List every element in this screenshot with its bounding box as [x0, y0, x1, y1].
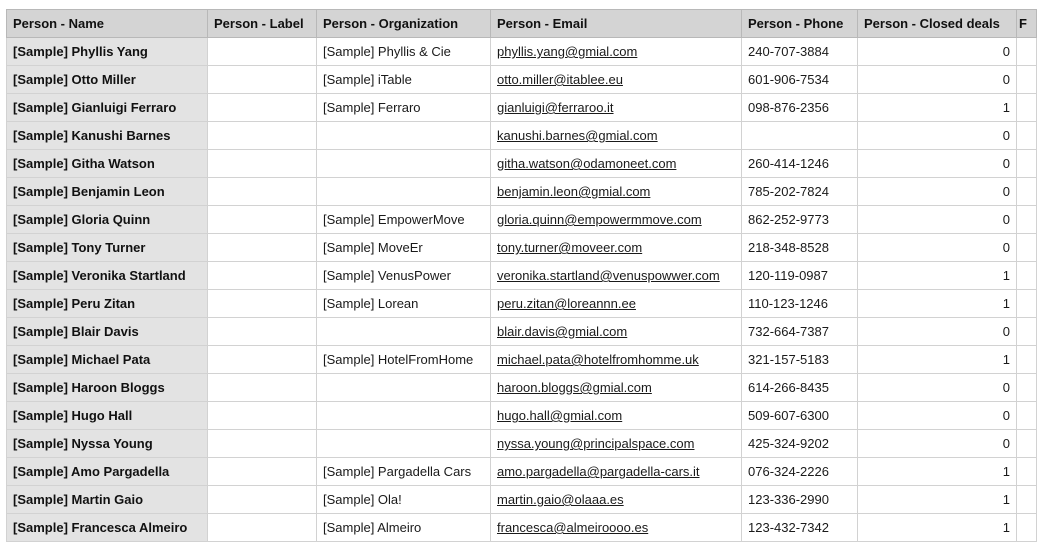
cell-person-label[interactable] [208, 430, 317, 458]
email-link[interactable]: amo.pargadella@pargadella-cars.it [497, 464, 700, 479]
cell-partial[interactable] [1017, 374, 1037, 402]
table-row [7, 374, 1037, 402]
cell-person-email[interactable] [491, 514, 742, 542]
table-row [7, 514, 1037, 542]
email-link[interactable]: tony.turner@moveer.com [497, 240, 643, 255]
table-row [7, 346, 1037, 374]
cell-person-organization[interactable] [317, 374, 491, 402]
cell-person-label[interactable] [208, 38, 317, 66]
cell-person-name[interactable]: [Sample] Githa Watson [7, 150, 208, 178]
cell-person-closed-deals[interactable]: 0 [858, 206, 1017, 234]
cell-person-name[interactable]: [Sample] Francesca Almeiro [7, 514, 208, 542]
cell-person-closed-deals[interactable]: 0 [858, 234, 1017, 262]
cell-person-organization[interactable]: [Sample] Ferraro [317, 94, 491, 122]
table-row [7, 318, 1037, 346]
cell-person-label[interactable] [208, 234, 317, 262]
cell-person-closed-deals[interactable]: 1 [858, 290, 1017, 318]
persons-table [6, 9, 1037, 542]
cell-partial[interactable] [1017, 458, 1037, 486]
cell-partial[interactable] [1017, 38, 1037, 66]
cell-person-closed-deals[interactable]: 1 [858, 458, 1017, 486]
cell-person-closed-deals[interactable]: 0 [858, 38, 1017, 66]
cell-person-closed-deals[interactable]: 1 [858, 262, 1017, 290]
cell-partial[interactable] [1017, 514, 1037, 542]
cell-person-phone[interactable]: 785-202-7824 [742, 178, 858, 206]
cell-partial[interactable] [1017, 94, 1037, 122]
table-row [7, 290, 1037, 318]
cell-partial[interactable] [1017, 234, 1037, 262]
email-link[interactable]: haroon.bloggs@gmial.com [497, 380, 652, 395]
cell-person-email[interactable] [491, 206, 742, 234]
cell-person-name[interactable]: [Sample] Otto Miller [7, 66, 208, 94]
cell-person-organization[interactable] [317, 178, 491, 206]
cell-person-label[interactable] [208, 346, 317, 374]
cell-person-email[interactable] [491, 234, 742, 262]
cell-person-email[interactable] [491, 318, 742, 346]
header-row [7, 10, 1037, 38]
table-row [7, 38, 1037, 66]
cell-person-email[interactable] [491, 150, 742, 178]
cell-partial[interactable] [1017, 318, 1037, 346]
cell-person-name[interactable]: [Sample] Nyssa Young [7, 430, 208, 458]
cell-person-organization[interactable]: [Sample] Ola! [317, 486, 491, 514]
cell-person-email[interactable] [491, 458, 742, 486]
cell-person-label[interactable] [208, 150, 317, 178]
cell-person-organization[interactable]: [Sample] Almeiro [317, 514, 491, 542]
spreadsheet [6, 9, 1027, 554]
cell-person-email[interactable] [491, 430, 742, 458]
cell-person-label[interactable] [208, 486, 317, 514]
cell-person-phone[interactable]: 425-324-9202 [742, 430, 858, 458]
cell-person-label[interactable] [208, 66, 317, 94]
cell-person-organization[interactable]: [Sample] HotelFromHome [317, 346, 491, 374]
cell-person-closed-deals[interactable]: 0 [858, 66, 1017, 94]
cell-person-name[interactable]: [Sample] Gianluigi Ferraro [7, 94, 208, 122]
cell-person-organization[interactable] [317, 122, 491, 150]
cell-person-label[interactable] [208, 178, 317, 206]
cell-person-name[interactable]: [Sample] Veronika Startland [7, 262, 208, 290]
cell-person-label[interactable] [208, 402, 317, 430]
cell-person-label[interactable] [208, 94, 317, 122]
cell-person-email[interactable] [491, 262, 742, 290]
cell-person-closed-deals[interactable]: 1 [858, 514, 1017, 542]
cell-person-label[interactable] [208, 374, 317, 402]
table-row [7, 150, 1037, 178]
cell-partial[interactable] [1017, 290, 1037, 318]
cell-person-closed-deals[interactable]: 0 [858, 122, 1017, 150]
cell-person-email[interactable] [491, 290, 742, 318]
cell-person-organization[interactable]: [Sample] Phyllis & Cie [317, 38, 491, 66]
cell-person-label[interactable] [208, 514, 317, 542]
cell-person-phone[interactable]: 862-252-9773 [742, 206, 858, 234]
cell-person-name[interactable]: [Sample] Michael Pata [7, 346, 208, 374]
column-header-person-name[interactable]: Person - Name [7, 10, 208, 38]
cell-person-organization[interactable] [317, 402, 491, 430]
cell-person-phone[interactable]: 614-266-8435 [742, 374, 858, 402]
column-header-partial[interactable]: F [1017, 10, 1037, 38]
cell-person-organization[interactable] [317, 318, 491, 346]
cell-person-phone[interactable]: 321-157-5183 [742, 346, 858, 374]
cell-person-email[interactable] [491, 178, 742, 206]
cell-person-phone[interactable]: 110-123-1246 [742, 290, 858, 318]
cell-person-phone[interactable]: 098-876-2356 [742, 94, 858, 122]
cell-person-name[interactable]: [Sample] Blair Davis [7, 318, 208, 346]
cell-person-email[interactable] [491, 66, 742, 94]
column-header-person-phone[interactable]: Person - Phone [742, 10, 858, 38]
cell-person-closed-deals[interactable]: 1 [858, 346, 1017, 374]
cell-person-phone[interactable]: 076-324-2226 [742, 458, 858, 486]
cell-person-phone[interactable]: 218-348-8528 [742, 234, 858, 262]
cell-person-name[interactable]: [Sample] Kanushi Barnes [7, 122, 208, 150]
cell-person-name[interactable]: [Sample] Amo Pargadella [7, 458, 208, 486]
cell-partial[interactable] [1017, 402, 1037, 430]
email-link[interactable]: benjamin.leon@gmial.com [497, 184, 651, 199]
cell-person-phone[interactable]: 123-432-7342 [742, 514, 858, 542]
email-link[interactable]: francesca@almeiroooo.es [497, 520, 649, 535]
column-header-person-closed-deals[interactable]: Person - Closed deals [858, 10, 1017, 38]
cell-person-label[interactable] [208, 290, 317, 318]
cell-person-closed-deals[interactable]: 0 [858, 430, 1017, 458]
cell-person-email[interactable] [491, 94, 742, 122]
cell-person-closed-deals[interactable]: 0 [858, 178, 1017, 206]
column-header-person-organization[interactable]: Person - Organization [317, 10, 491, 38]
cell-person-organization[interactable] [317, 150, 491, 178]
cell-person-closed-deals[interactable]: 0 [858, 318, 1017, 346]
cell-person-phone[interactable]: 732-664-7387 [742, 318, 858, 346]
cell-person-name[interactable]: [Sample] Benjamin Leon [7, 178, 208, 206]
cell-person-closed-deals[interactable]: 0 [858, 402, 1017, 430]
cell-person-email[interactable] [491, 122, 742, 150]
table-row [7, 206, 1037, 234]
cell-partial[interactable] [1017, 486, 1037, 514]
table-row [7, 66, 1037, 94]
cell-partial[interactable] [1017, 150, 1037, 178]
cell-person-email[interactable] [491, 486, 742, 514]
cell-person-label[interactable] [208, 206, 317, 234]
email-link[interactable]: nyssa.young@principalspace.com [497, 436, 695, 451]
cell-person-organization[interactable]: [Sample] EmpowerMove [317, 206, 491, 234]
cell-person-name[interactable]: [Sample] Hugo Hall [7, 402, 208, 430]
cell-person-phone[interactable] [742, 122, 858, 150]
email-link[interactable]: blair.davis@gmial.com [497, 324, 628, 339]
cell-person-closed-deals[interactable]: 0 [858, 150, 1017, 178]
cell-person-closed-deals[interactable]: 1 [858, 94, 1017, 122]
email-link[interactable]: gloria.quinn@empowermmove.com [497, 212, 702, 227]
cell-person-phone[interactable]: 601-906-7534 [742, 66, 858, 94]
cell-partial[interactable] [1017, 430, 1037, 458]
cell-partial[interactable] [1017, 262, 1037, 290]
column-header-person-label[interactable]: Person - Label [208, 10, 317, 38]
cell-person-organization[interactable]: [Sample] MoveEr [317, 234, 491, 262]
cell-person-name[interactable]: [Sample] Phyllis Yang [7, 38, 208, 66]
email-link[interactable]: gianluigi@ferraroo.it [497, 100, 614, 115]
email-link[interactable]: githa.watson@odamoneet.com [497, 156, 677, 171]
cell-partial[interactable] [1017, 206, 1037, 234]
cell-person-name[interactable]: [Sample] Gloria Quinn [7, 206, 208, 234]
cell-person-phone[interactable]: 260-414-1246 [742, 150, 858, 178]
cell-person-name[interactable]: [Sample] Haroon Bloggs [7, 374, 208, 402]
cell-person-organization[interactable]: [Sample] VenusPower [317, 262, 491, 290]
table-row [7, 486, 1037, 514]
cell-person-email[interactable] [491, 38, 742, 66]
email-link[interactable]: michael.pata@hotelfromhomme.uk [497, 352, 699, 367]
cell-partial[interactable] [1017, 66, 1037, 94]
table-row [7, 122, 1037, 150]
table-row [7, 458, 1037, 486]
cell-person-phone[interactable]: 509-607-6300 [742, 402, 858, 430]
cell-partial[interactable] [1017, 178, 1037, 206]
cell-person-organization[interactable]: [Sample] Lorean [317, 290, 491, 318]
cell-person-phone[interactable]: 123-336-2990 [742, 486, 858, 514]
cell-person-email[interactable] [491, 346, 742, 374]
cell-person-name[interactable]: [Sample] Tony Turner [7, 234, 208, 262]
column-header-person-email[interactable]: Person - Email [491, 10, 742, 38]
cell-person-name[interactable]: [Sample] Peru Zitan [7, 290, 208, 318]
cell-person-organization[interactable]: [Sample] iTable [317, 66, 491, 94]
cell-person-phone[interactable]: 120-119-0987 [742, 262, 858, 290]
cell-person-closed-deals[interactable]: 1 [858, 486, 1017, 514]
cell-partial[interactable] [1017, 122, 1037, 150]
email-link[interactable]: otto.miller@itablee.eu [497, 72, 623, 87]
table-row [7, 430, 1037, 458]
email-link[interactable]: kanushi.barnes@gmial.com [497, 128, 658, 143]
email-link[interactable]: peru.zitan@loreannn.ee [497, 296, 636, 311]
email-link[interactable]: phyllis.yang@gmial.com [497, 44, 638, 59]
cell-person-label[interactable] [208, 262, 317, 290]
cell-person-closed-deals[interactable]: 0 [858, 374, 1017, 402]
cell-person-label[interactable] [208, 458, 317, 486]
table-row [7, 94, 1037, 122]
cell-person-name[interactable]: [Sample] Martin Gaio [7, 486, 208, 514]
email-link[interactable]: veronika.startland@venuspowwer.com [497, 268, 720, 283]
email-link[interactable]: martin.gaio@olaaa.es [497, 492, 624, 507]
cell-person-label[interactable] [208, 318, 317, 346]
cell-partial[interactable] [1017, 346, 1037, 374]
table-row [7, 402, 1037, 430]
cell-person-email[interactable] [491, 374, 742, 402]
cell-person-phone[interactable]: 240-707-3884 [742, 38, 858, 66]
table-row [7, 262, 1037, 290]
table-row [7, 178, 1037, 206]
cell-person-email[interactable] [491, 402, 742, 430]
cell-person-label[interactable] [208, 122, 317, 150]
table-row [7, 234, 1037, 262]
cell-person-organization[interactable]: [Sample] Pargadella Cars [317, 458, 491, 486]
email-link[interactable]: hugo.hall@gmial.com [497, 408, 623, 423]
cell-person-organization[interactable] [317, 430, 491, 458]
